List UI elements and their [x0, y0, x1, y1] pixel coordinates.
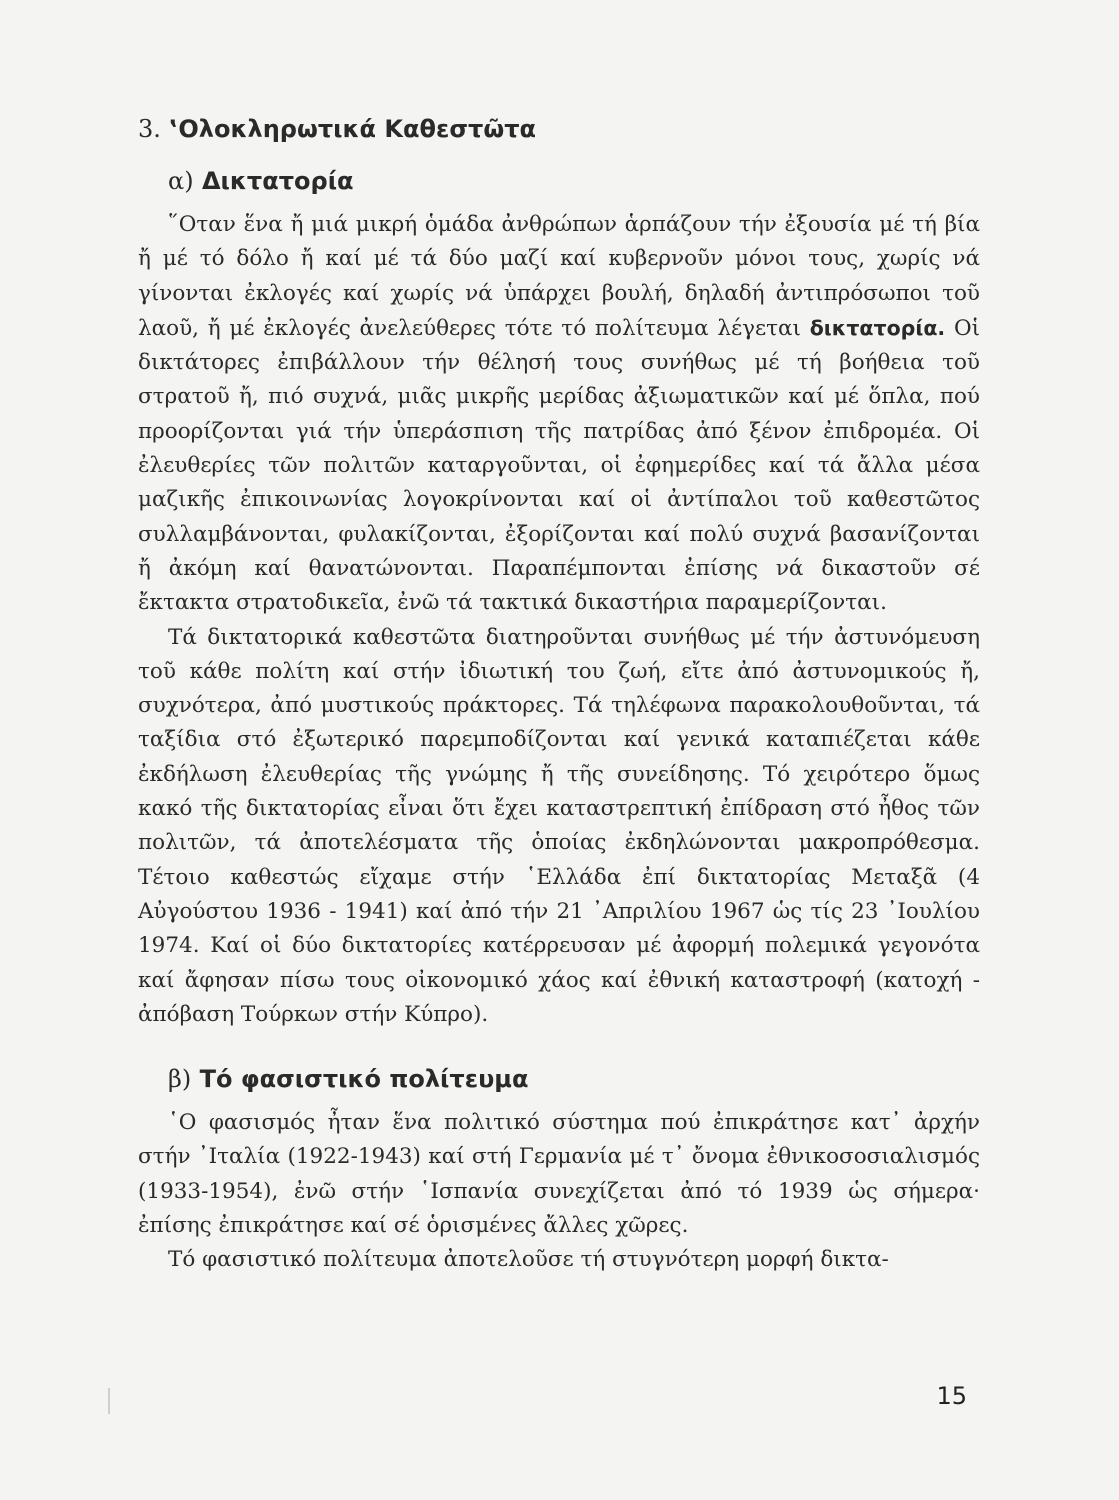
- paragraph-text: Οἱ δικτάτορες ἐπιβάλλουν τήν θέλησή τους συνήθως μέ τή βοήθεια τοῦ στρατοῦ ἤ, πιό συχνά, μιᾶς μικρῆς μερίδας ἀξιωματικῶν καί μέ ὅπλα, πού προορίζονται γιά τήν ὑπεράσπιση τῆς πατρίδας ἀπό ξένον ἐπιδρομέα. Οἱ ἐλευθερίες τῶν πολιτῶν καταργοῦνται, οἱ ἐφημερίδες καί τά ἄλλα μέσα μαζικῆς ἐπικοινωνίας λογοκρίνονται καί οἱ ἀντίπαλοι τοῦ καθεστῶτος συλλαμβάνονται, φυλακίζονται, ἐξορίζονται καί πολύ συχνά βασανίζονται ἤ ἀκόμη καί θανατώνονται. Παραπέμπονται ἐπίσης νά δικαστοῦν σέ ἔκτακτα στρατοδικεῖα, ἐνῶ τά τακτικά δικαστήρια παραμερίζονται.: [138, 315, 981, 616]
- paragraph-fascism-2: Τό φασιστικό πολίτευμα ἀποτελοῦσε τή στυγνότερη μορφή δικτα-: [168, 1247, 889, 1273]
- paragraph-dictatorship-2: Τά δικτατορικά καθεστῶτα διατηροῦνται συνήθως μέ τήν ἀστυνόμευση τοῦ κάθε πολίτη καί στήν ἰδιωτική του ζωή, εἴτε ἀπό ἀστυνομικούς ἤ, συχνότερα, ἀπό μυστικούς πράκτορες. Τά τηλέφωνα παρακολουθοῦνται, τά ταξίδια στό ἐξωτερικό παρεμποδίζονται καί γενικά καταπιέζεται κάθε ἐκδήλωση ἐλευθερίας τῆς γνώμης ἤ τῆς συνείδησης. Τό χειρότερο ὅμως κακό τῆς δικτατορίας εἶναι ὅτι ἔχει καταστρεπτική ἐπίδραση στό ἦθος τῶν πολιτῶν, τά ἀποτελέσματα τῆς ὁποίας ἐκδηλώνονται μακροπρόθεσμα. Τέτοιο καθεστώς εἴχαμε στήν ῾Ελλάδα ἐπί δικτατορίας Μεταξᾶ (4 Αὐγούστου 1936 - 1941) καί ἀπό τήν 21 ᾿Απριλίου 1967 ὡς τίς 23 ᾿Ιουλίου 1974. Καί οἱ δύο δικτατορίες κατέρρευσαν μέ ἀφορμή πολεμικά γεγονότα καί ἄφησαν πίσω τους οἰκονομικό χάος καί ἐθνική καταστροφή (κατοχή - ἀπόβαση Τούρκων στήν Κύπρο).: [138, 624, 980, 1027]
- page-content: [138, 108, 980, 1278]
- paragraph-text: ῞Οταν ἕνα ἤ μιά μικρή ὁμάδα ἀνθρώπων ἁρπάζουν τήν ἐξουσία μέ τή βία ἤ μέ τό δόλο ἤ καί μέ τά δύο μαζί καί κυβερνοῦν μόνοι τους, χωρίς νά γίνονται ἐκλογές καί χωρίς νά ὑπάρχει βουλή, δηλαδή ἀντιπρόσωποι τοῦ λαοῦ, ἤ μέ ἐκλογές ἀνελεύθερες τότε τό πολίτευμα λέγεται: [138, 212, 980, 341]
- paragraph-fascism-1: ῾Ο φασισμός ἦταν ἕνα πολιτικό σύστημα πού ἐπικράτησε κατ᾿ ἀρχήν στήν ᾿Ιταλία (1922-1943) καί στή Γερμανία μέ τ᾿ ὄνομα ἐθνικοσοσιαλισμός (1933-1954), ἐνῶ στήν ῾Ισπανία συνεχίζεται ἀπό τό 1939 ὡς σήμερα· ἐπίσης ἐπικράτησε καί σέ ὁρισμένες ἄλλες χῶρες.: [138, 1110, 980, 1239]
- subsection-a-title: Δικτατορία: [201, 167, 354, 195]
- subsection-b-letter: β): [168, 1065, 192, 1094]
- section-heading: [138, 108, 980, 150]
- page-number: 15: [936, 1382, 967, 1410]
- subsection-a-letter: α): [168, 167, 194, 195]
- subsection-b-title: Τό φασιστικό πολίτευμα: [199, 1065, 529, 1094]
- subsection-a-heading: [168, 160, 980, 202]
- section-number: 3.: [138, 115, 161, 143]
- emphasized-term: δικτατορία.: [809, 315, 946, 340]
- section-title: ‛Ολοκληρωτικά Καθεστῶτα: [169, 115, 536, 143]
- paragraph-dictatorship-1: [138, 208, 980, 621]
- subsection-b-heading: [168, 1058, 980, 1100]
- margin-mark: [108, 1388, 110, 1414]
